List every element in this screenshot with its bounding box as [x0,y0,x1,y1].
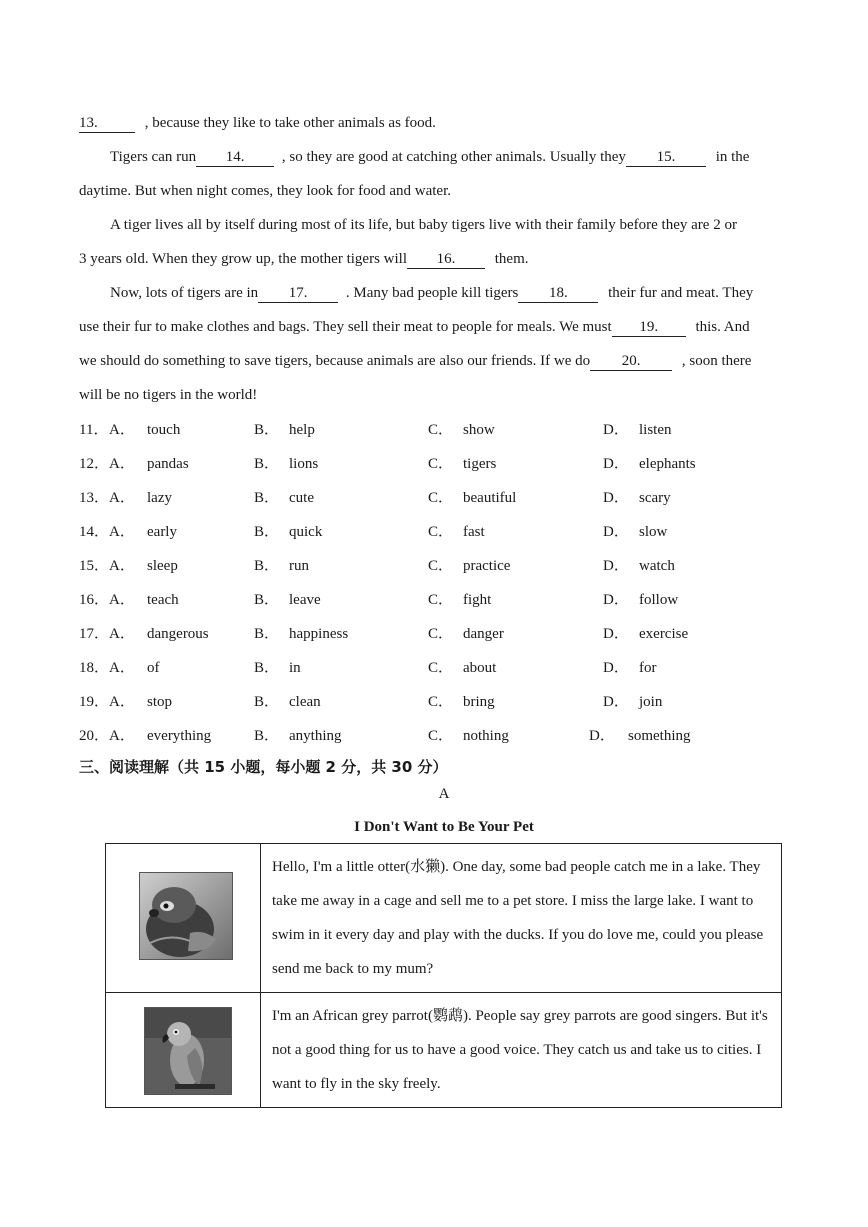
option-a: sleep [147,558,178,574]
option-letter-c: C． [428,626,454,642]
option-letter-d: D． [603,490,629,506]
option-d: slow [639,524,668,540]
option-letter-c: C． [428,592,454,608]
blank-15: 15. [626,148,706,167]
blank-19: 19. [612,318,686,337]
section-heading: 三、阅读理解（共 15 小题，每小题 2 分，共 30 分） [79,758,448,776]
option-d: exercise [639,626,689,642]
option-letter-d: D． [603,456,629,472]
option-a: stop [147,694,173,710]
option-d: scary [639,490,671,506]
option-c: bring [463,694,495,710]
passage-line-3: daytime. But when night comes, they look for food and water. [79,183,452,199]
option-a: pandas [147,456,189,472]
option-c: tigers [463,456,497,472]
option-letter-d: D． [603,694,629,710]
option-a: early [147,524,177,540]
option-letter-d: D． [603,626,629,642]
option-d: listen [639,422,672,438]
option-row [79,623,779,645]
option-b: quick [289,524,323,540]
option-letter-d: D． [603,524,629,540]
otter-text: Hello, I'm a little otter(水獭). One day, some bad people catch me in a lake. They take me away in a cage and sell me to a pet store. I miss the large lake. I want to swim in it every day and play with the ducks. If you do love me, could you please send me back to my mum? [261,844,782,993]
option-row [79,589,779,611]
option-letter-b: B． [254,456,280,472]
option-a: of [147,660,160,676]
option-d: join [639,694,663,710]
parrot-text: I'm an African grey parrot(鹦鹉). People say grey parrots are good singers. But it's not a good thing for us to have a good voice. They catch us and take us to cities. I want to fly in the sky freely. [261,993,782,1108]
option-letter-c: C． [428,422,454,438]
question-number: 20． [79,728,110,744]
option-a: touch [147,422,181,438]
option-b: clean [289,694,321,710]
option-letter-c: C． [428,728,454,744]
blank-17: 17. [258,284,338,303]
option-b: cute [289,490,314,506]
option-letter-a: A． [109,422,135,438]
option-letter-a: A． [109,592,135,608]
option-d: for [639,660,657,676]
question-number: 14． [79,524,110,540]
option-letter-a: A． [109,490,135,506]
question-number: 19． [79,694,110,710]
option-a: dangerous [147,626,209,642]
option-b: happiness [289,626,349,642]
option-row [79,487,779,509]
table-row [106,993,782,1108]
option-letter-a: A． [109,694,135,710]
question-number: 13． [79,490,110,506]
option-b: help [289,422,315,438]
parrot-photo [144,1007,232,1095]
reading-label: A [438,786,450,802]
option-letter-b: B． [254,660,280,676]
passage-line-4: A tiger lives all by itself during most of its life, but baby tigers live with their family before they are 2 or [110,217,737,233]
option-letter-a: A． [109,728,135,744]
option-d: watch [639,558,675,574]
option-letter-c: C． [428,524,454,540]
option-letter-c: C． [428,490,454,506]
reading-table [105,843,782,1108]
question-number: 16． [79,592,110,608]
option-letter-b: B． [254,592,280,608]
option-row [79,725,779,747]
option-row [79,453,779,475]
blank-13: 13. [79,114,135,133]
option-b: run [289,558,309,574]
passage-line-7: use their fur to make clothes and bags. They sell their meat to people for meals. We must 19. this. And [79,319,750,335]
option-letter-b: B． [254,728,280,744]
option-b: lions [289,456,319,472]
reading-title: I Don't Want to Be Your Pet [354,819,534,835]
option-a: teach [147,592,179,608]
option-row [79,691,779,713]
option-b: in [289,660,301,676]
option-letter-b: B． [254,694,280,710]
option-letter-a: A． [109,524,135,540]
option-letter-d: D． [589,728,615,744]
option-c: about [463,660,497,676]
option-b: leave [289,592,321,608]
option-letter-c: C． [428,456,454,472]
parrot-image-cell [106,993,261,1108]
option-letter-b: B． [254,422,280,438]
option-c: show [463,422,495,438]
option-letter-a: A． [109,558,135,574]
passage-line-9: will be no tigers in the world! [79,387,258,403]
option-letter-c: C． [428,694,454,710]
option-letter-d: D． [603,558,629,574]
option-a: lazy [147,490,172,506]
option-letter-a: A． [109,660,135,676]
question-number: 11． [79,422,109,438]
question-number: 15． [79,558,110,574]
option-c: practice [463,558,511,574]
passage-line-5: 3 years old. When they grow up, the mother tigers will 16. them. [79,251,529,267]
option-letter-a: A． [109,456,135,472]
option-letter-c: C． [428,660,454,676]
otter-photo [139,872,233,960]
option-c: beautiful [463,490,517,506]
question-number: 17． [79,626,110,642]
option-d: follow [639,592,679,608]
option-row [79,555,779,577]
option-row [79,657,779,679]
passage-line-6: Now, lots of tigers are in 17. . Many bad people kill tigers 18. their fur and meat. They [110,285,754,301]
option-letter-b: B． [254,558,280,574]
option-c: nothing [463,728,509,744]
option-letter-d: D． [603,660,629,676]
table-row [106,844,782,993]
option-letter-d: D． [603,422,629,438]
option-letter-c: C． [428,558,454,574]
blank-20: 20. [590,352,672,371]
blank-18: 18. [518,284,598,303]
option-d: elephants [639,456,696,472]
otter-image-cell [106,844,261,993]
question-number: 18． [79,660,110,676]
option-letter-b: B． [254,490,280,506]
blank-14: 14. [196,148,274,167]
question-number: 12． [79,456,110,472]
passage-line-8: we should do something to save tigers, because animals are also our friends. If we do 20. , soon there [79,353,752,369]
option-a: everything [147,728,212,744]
option-row [79,419,779,441]
option-letter-b: B． [254,626,280,642]
option-b: anything [289,728,342,744]
passage-line-1: 13. , because they like to take other animals as food. [79,115,436,131]
option-letter-d: D． [603,592,629,608]
option-c: fast [463,524,485,540]
option-letter-b: B． [254,524,280,540]
option-d: something [628,728,691,744]
option-c: fight [463,592,492,608]
option-letter-a: A． [109,626,135,642]
blank-16: 16. [407,250,485,269]
option-row [79,521,779,543]
passage-line-2: Tigers can run 14. , so they are good at catching other animals. Usually they 15. in the [110,149,750,165]
option-c: danger [463,626,504,642]
